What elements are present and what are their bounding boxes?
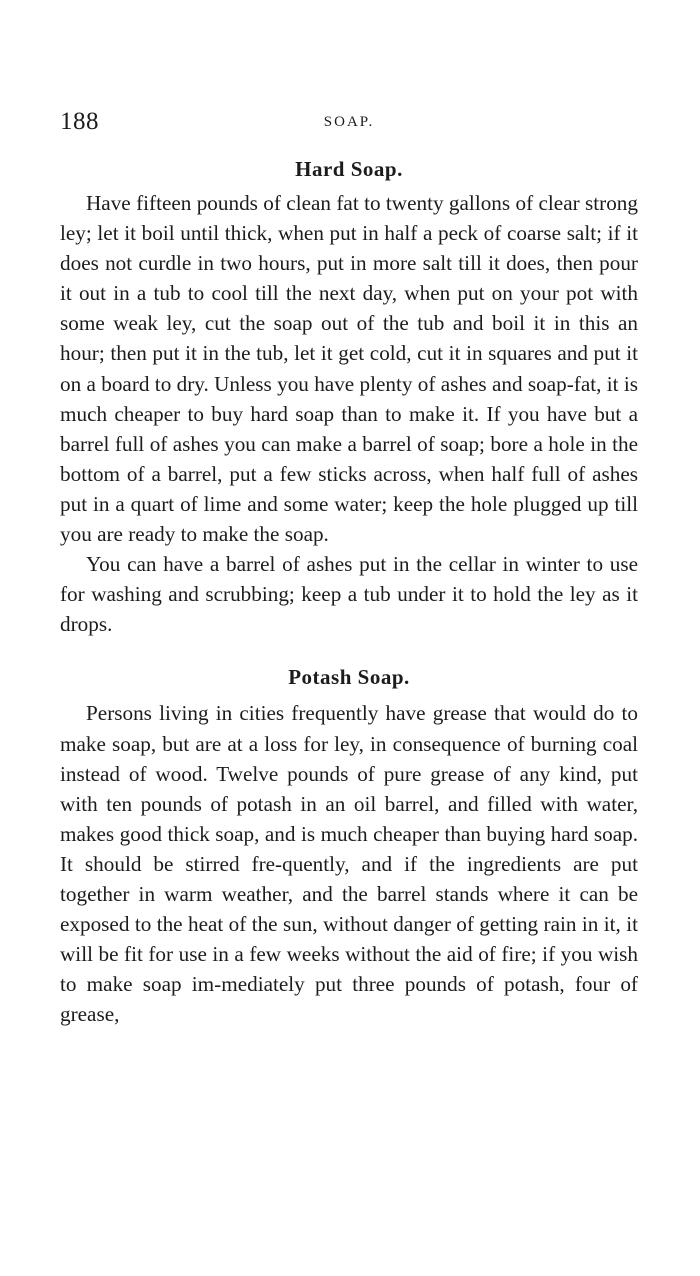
section-heading: Potash Soap.	[288, 665, 410, 690]
section-hard-soap	[60, 157, 638, 639]
section-heading: Hard Soap.	[295, 157, 403, 181]
paragraph: Persons living in cities frequently have grease that would do to make soap, but are at a loss for ley, in consequence of burning coal instead of wood. Twelve pounds of pure grease of any kind, put with ten pounds of potash in an oil barrel, and filled with water, makes good thick soap, and is much cheaper than buying hard soap. It should be stirred fre-quently, and if the ingredients are put together in warm weather, and the barrel stands where it can be exposed to the heat of the sun, without danger of getting rain in it, it will be fit for use in a few weeks without the aid of fire; if you wish to make soap im-mediately put three pounds of potash, four of grease,	[60, 701, 638, 1027]
book-page	[60, 100, 638, 1029]
paragraph: Have fifteen pounds of clean fat to twenty gallons of clear strong ley; let it boil until thick, when put in half a peck of coarse salt; if it does not curdle in two hours, put in more salt till it does, then pour it out in a tub to cool till the next day, when put on your pot with some weak ley, cut the soap out of the tub and boil it in this an hour; then put it in the tub, let it get cold, cut it in squares and put it on a board to dry. Unless you have plenty of ashes and soap-fat, it is much cheaper to buy hard soap than to make it. If you have but a barrel full of ashes you can make a barrel of soap; bore a hole in the bottom of a barrel, put a few sticks across, when half full of ashes put in a quart of lime and some water; keep the hole plugged up till you are ready to make the soap.	[60, 191, 638, 547]
running-title: SOAP.	[323, 114, 375, 130]
section-potash-soap	[60, 665, 638, 1029]
paragraph: You can have a barrel of ashes put in the cellar in winter to use for washing and scrubbing; keep a tub under it to hold the ley as it drops.	[60, 552, 638, 637]
page-number: 188	[60, 108, 99, 135]
running-head	[60, 100, 638, 144]
